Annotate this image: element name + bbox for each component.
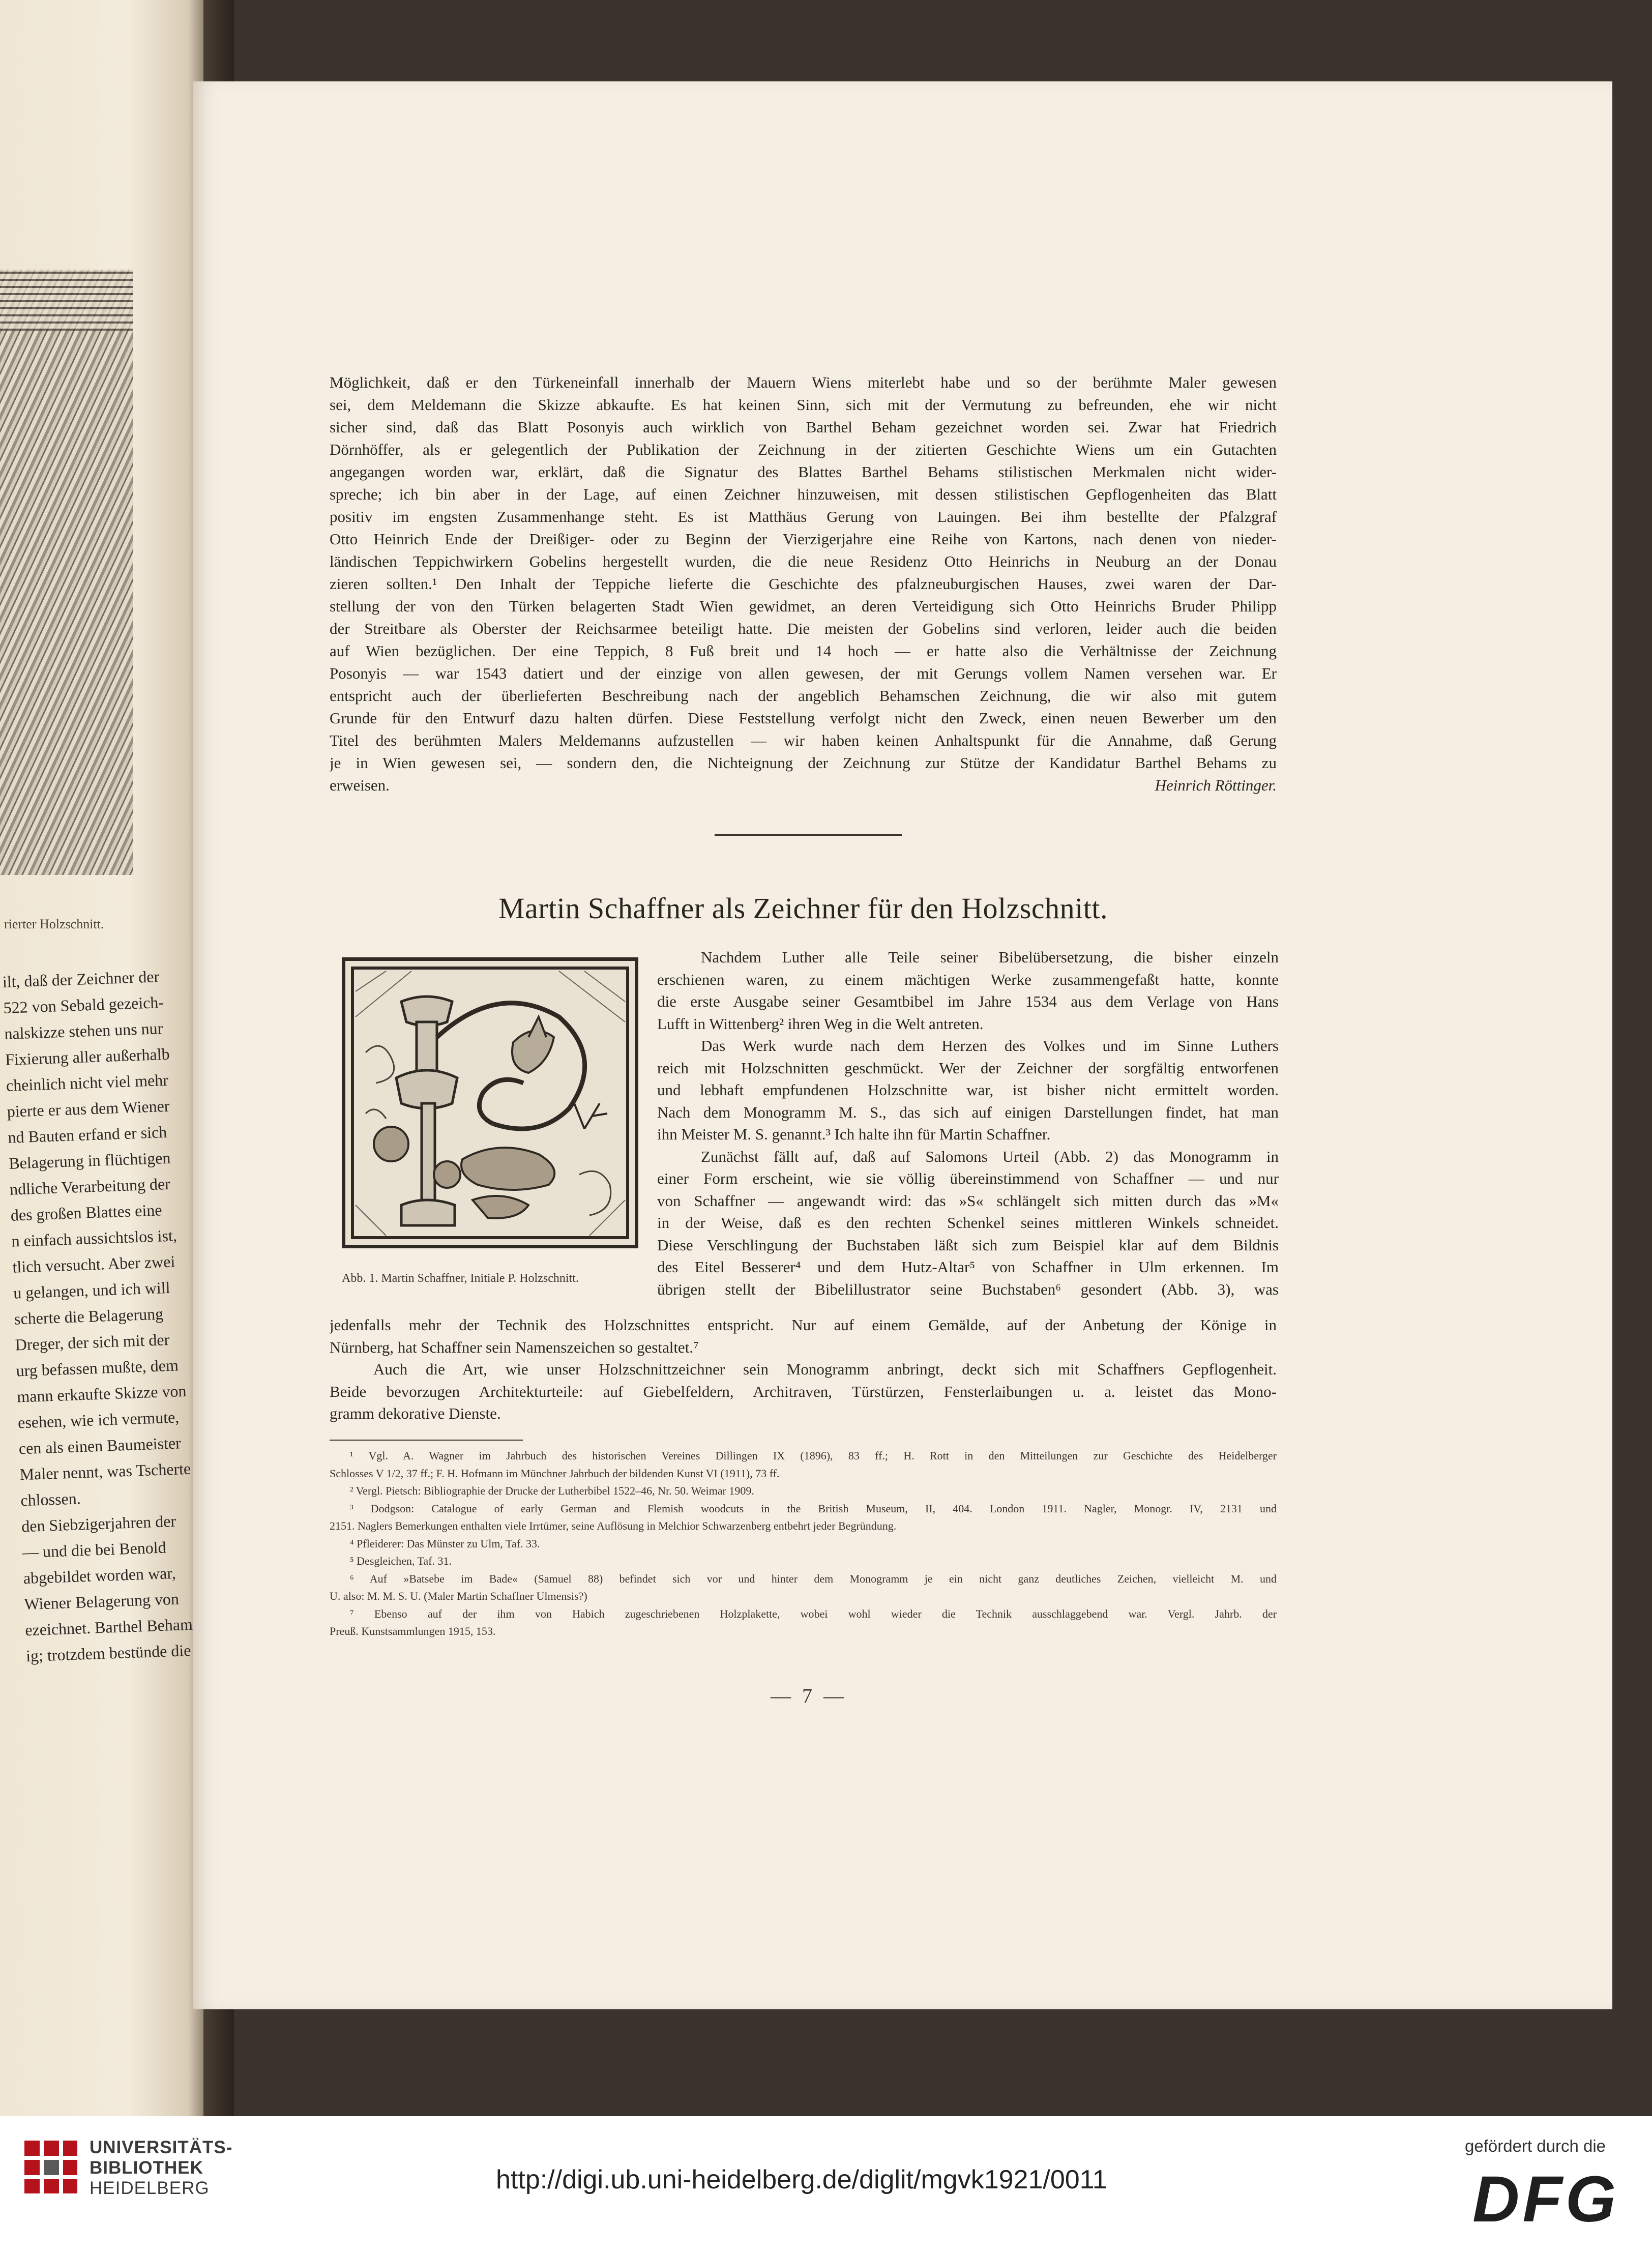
library-name-line: HEIDELBERG — [90, 2178, 210, 2198]
left-line: u gelangen, und ich will — [13, 1278, 171, 1302]
text-line: Das Werk wurde nach dem Herzen des Volkes und im Sinne Luthers — [701, 1037, 1279, 1055]
text-line: sei, dem Meldemann die Skizze abkaufte. Es hat keinen Sinn, sich mit der Vermutung zu befreunden, ehe wir nicht — [330, 396, 1277, 414]
author-signature: Heinrich Röttinger. — [1155, 776, 1277, 794]
section-divider — [715, 834, 902, 836]
text-line: je in Wien gewesen sei, — sondern den, die Nichteignung der Zeichnung zur Stütze der Kandidatur Barthel Behams zu — [330, 754, 1277, 772]
left-line: Wiener Belagerung von — [23, 1589, 180, 1614]
text-line: Grunde für den Entwurf dazu halten dürfen. Diese Feststellung verfolgt nicht den Zweck, einen neuen Bewerber um den — [330, 709, 1277, 727]
left-line: Fixierung aller außerhalb — [5, 1044, 170, 1069]
text-line: übrigen stellt der Bibelillustrator seine Buchstaben⁶ gesondert (Abb. 3), was — [657, 1280, 1279, 1298]
left-woodcut-illustration — [0, 270, 133, 875]
left-line: Dreger, der sich mit der — [15, 1330, 170, 1354]
article-title: Martin Schaffner als Zeichner für den Holzschnitt. — [498, 892, 1108, 925]
library-name-line: BIBLIOTHEK — [90, 2158, 203, 2178]
ub-heidelberg-logo-icon[interactable] — [20, 2136, 81, 2198]
footnote-line: 2151. Naglers Bemerkungen enthalten viele Irrtümer, seine Auflösung in Melchior Schwarzenberg entbehrt jeder Begründung. — [330, 1519, 897, 1532]
left-line: ezeichnet. Barthel Beham — [24, 1615, 193, 1640]
footnote-line: ⁶ Auf »Batsebe im Bade« (Samuel 88) befindet sich vor und hinter dem Monogramm je ein nicht ganz deutliches Zeichen, vielleicht M. und — [350, 1572, 1277, 1585]
left-woodcut-blackletter — [0, 270, 133, 331]
text-line: positiv im engsten Zusammenhange steht. Es ist Matthäus Gerung von Lauingen. Bei ihm bestellte der Pfalzgraf — [330, 508, 1277, 525]
text-line: jedenfalls mehr der Technik des Holzschnittes entspricht. Nur auf einem Gemälde, auf der Anbetung der Könige in — [330, 1316, 1277, 1334]
text-line: Diese Verschlingung der Buchstaben läßt sich zum Beispiel klar auf dem Bildnis — [657, 1236, 1279, 1254]
text-line: auf Wien bezüglichen. Der eine Teppich, 8 Fuß breit und 14 hoch — er hatte also die Verhältnisse der Zeichnung — [330, 642, 1277, 660]
text-line: entspricht auch der überlieferten Beschreibung nach der angeblich Behamschen Zeichnung, die wir also mit gutem — [330, 687, 1277, 705]
text-line: Dörnhöffer, als er gelegentlich der Publikation der Zeichnung in der zitierten Geschichte Wiens um ein Gutachten — [330, 441, 1277, 458]
footnote-line: Schlosses V 1/2, 37 ff.; F. H. Hofmann im Münchner Jahrbuch der bildenden Kunst VI (1911), 73 ff. — [330, 1467, 780, 1480]
left-line: esehen, wie ich vermute, — [17, 1408, 180, 1432]
library-name-line: UNIVERSITÄTS- — [90, 2138, 233, 2157]
footnote-line: ⁵ Desgleichen, Taf. 31. — [350, 1555, 452, 1567]
left-line: des großen Blattes eine — [10, 1201, 163, 1224]
left-line: n einfach aussichtslos ist, — [11, 1226, 178, 1250]
left-page-text — [2, 961, 214, 1669]
article-side-column — [657, 946, 1279, 1300]
woodcut-initial-p — [342, 957, 638, 1248]
text-line: zieren sollten.¹ Den Inhalt der Teppiche lieferte die Geschichte des pfalzneuburgischen Hauses, zwei waren der Dar- — [330, 575, 1277, 593]
funded-by-label: gefördert durch die — [1465, 2136, 1606, 2155]
initial-p-drawing — [345, 961, 635, 1245]
left-page — [0, 0, 214, 2116]
text-line: erschienen waren, zu einem mächtigen Werke zusammengefaßt hatte, konnte — [657, 970, 1279, 988]
left-line: 522 von Sebald gezeich- — [3, 992, 164, 1017]
text-line: Otto Heinrich Ende der Dreißiger- oder zu Beginn der Vierzigerjahre eine Reihe von Kartons, nach denen von nieder- — [330, 530, 1277, 548]
figure-caption: Abb. 1. Martin Schaffner, Initiale P. Holzschnitt. — [342, 1272, 579, 1285]
text-line: angegangen worden war, erklärt, daß die Signatur des Blattes Barthel Behams stilistischen Merkmalen nicht wider- — [330, 463, 1277, 481]
page-number: — 7 — — [771, 1684, 847, 1707]
footnote-line: Preuß. Kunstsammlungen 1915, 153. — [330, 1625, 496, 1637]
article-full-width-text — [330, 1314, 1277, 1425]
text-line: Möglichkeit, daß er den Türkeneinfall innerhalb der Mauern Wiens miterlebt habe und so der berühmte Maler gewesen — [330, 373, 1277, 391]
text-line: des Eitel Besserer⁴ und dem Hutz-Altar⁵ von Schaffner in Ulm erkennen. Im — [657, 1258, 1279, 1276]
left-line: cen als einen Baumeister — [18, 1433, 182, 1458]
left-line: pierte er aus dem Wiener — [7, 1096, 170, 1121]
left-line: nd Bauten erfand er sich — [7, 1122, 167, 1147]
last-line-text: erweisen. — [330, 776, 390, 794]
footnotes — [330, 1447, 1277, 1641]
left-line: Belagerung in flüchtigen — [8, 1148, 171, 1173]
article-ending-paragraph — [330, 371, 1277, 797]
library-name[interactable] — [90, 2138, 232, 2199]
left-line: den Siebzigerjahren der — [21, 1511, 176, 1536]
left-line: cheinlich nicht viel mehr — [6, 1070, 169, 1095]
text-line: Nach dem Monogramm M. S., das sich auf einigen Darstellungen findet, hat man — [657, 1103, 1279, 1121]
text-line: der Streitbare als Oberster der Reichsarmee beteiligt hatte. Die meisten der Gobelins sind verloren, leider auch die beiden — [330, 620, 1277, 637]
left-line: urg befassen mußte, dem — [15, 1356, 179, 1380]
left-line: chlossen. — [20, 1489, 81, 1510]
text-line: gramm dekorative Dienste. — [330, 1404, 501, 1422]
text-line: in der Weise, daß es den rechten Schenkel seines mittleren Winkels schneidet. — [657, 1214, 1279, 1232]
dfg-logo[interactable]: DFG — [1472, 2163, 1619, 2236]
footnote-line: ⁷ Ebenso auf der ihm von Habich zugeschriebenen Holzplakette, wobei wohl wieder die Technik ausschlaggebend war. Vergl. Jahrb. der — [350, 1607, 1277, 1620]
left-line: mann erkaufte Skizze von — [16, 1381, 187, 1406]
left-line: Maler nennt, was Tscherte — [19, 1459, 191, 1484]
text-line: ländischen Teppichwirkern Gobelins hergestellt wurden, die die neue Residenz Otto Heinrichs in Neuburg an der Donau — [330, 552, 1277, 570]
left-line: ilt, daß der Zeichner der — [2, 967, 160, 991]
text-line: Nachdem Luther alle Teile seiner Bibelübersetzung, die bisher einzeln — [701, 948, 1279, 966]
left-page-caption: rierter Holzschnitt. — [4, 917, 104, 931]
left-line: scherte die Belagerung — [14, 1304, 164, 1328]
text-line: ihn Meister M. S. genannt.³ Ich halte ihn für Martin Schaffner. — [657, 1125, 1051, 1143]
text-line: Auch die Art, wie unser Holzschnittzeichner sein Monogramm anbringt, deckt sich mit Schaffners Gepflogenheit. — [373, 1360, 1277, 1378]
text-line: von Schaffner — angewandt wird: das »S« schlängelt sich mitten durch das »M« — [657, 1191, 1279, 1210]
permalink-url[interactable]: http://digi.ub.uni-heidelberg.de/diglit/mgvk1921/0011 — [496, 2165, 1107, 2194]
library-footer — [0, 2116, 1652, 2254]
text-line: die erste Ausgabe seiner Gesamtbibel im Jahre 1534 aus dem Verlage von Hans — [657, 992, 1279, 1010]
left-line: abgebildet worden war, — [23, 1563, 176, 1588]
text-line: spreche; ich bin aber in der Lage, auf einen Zeichner hinzuweisen, mit dessen stilistischen Gepflogenheiten das Blatt — [330, 485, 1277, 503]
footnote-line: ² Vergl. Pietsch: Bibliographie der Drucke der Lutherbibel 1522–46, Nr. 50. Weimar 1909. — [350, 1484, 754, 1497]
left-line: ig; trotzdem bestünde die — [25, 1641, 191, 1665]
text-line: Lufft in Wittenberg² ihren Weg in die Welt antreten. — [657, 1014, 984, 1033]
text-line: Posonyis — war 1543 datiert und der einzige von allen gewesen, der mit Gerungs vollem Namen versehen war. Er — [330, 664, 1277, 682]
text-line: sicher sind, daß das Blatt Posonyis auch wirklich von Barthel Beham gezeichnet worden sei. Zwar hat Friedrich — [330, 418, 1277, 436]
text-line: Titel des berühmten Malers Meldemanns aufzustellen — wir haben keinen Anhaltspunkt für die Annahme, daß Gerung — [330, 731, 1277, 749]
text-line: stellung der von den Türken belagerten Stadt Wien gewidmet, an deren Verteidigung sich Otto Heinrichs Bruder Philipp — [330, 597, 1277, 615]
left-line: ndliche Verarbeitung der — [9, 1174, 171, 1198]
text-line: und lebhaft empfundenen Holzschnitte war, ist bisher nicht ermittelt worden. — [657, 1081, 1279, 1099]
text-line: Beide bevorzugen Architekturteile: auf Giebelfeldern, Architraven, Türstürzen, Fensterlaibungen u. a. leistet das Mono- — [330, 1382, 1277, 1400]
text-line: Zunächst fällt auf, daß auf Salomons Urteil (Abb. 2) das Monogramm in — [701, 1147, 1279, 1165]
left-line: — und die bei Benold — [22, 1538, 167, 1562]
left-line: nalskizze stehen uns nur — [4, 1019, 163, 1043]
text-line: einer Form erscheint, wie sie völlig übereinstimmend von Schaffner — und nur — [657, 1169, 1279, 1187]
text-line: Nürnberg, hat Schaffner sein Namenszeichen so gestaltet.⁷ — [330, 1338, 699, 1356]
footnote-line: ⁴ Pfleiderer: Das Münster zu Ulm, Taf. 33. — [350, 1537, 540, 1550]
footnote-line: U. also: M. M. S. U. (Maler Martin Schaffner Ulmensis?) — [330, 1590, 587, 1602]
text-line: reich mit Holzschnitten geschmückt. Wer der Zeichner der sorgfältig entworfenen — [657, 1059, 1279, 1077]
footnote-divider — [330, 1440, 523, 1441]
text-line-last — [330, 774, 1277, 797]
footnote-line: ¹ Vgl. A. Wagner im Jahrbuch des historischen Vereines Dillingen IX (1896), 83 ff.; H. Rott in den Mitteilungen zur Geschichte des Heidelberger — [350, 1449, 1277, 1462]
footnote-line: ³ Dodgson: Catalogue of early German and Flemish woodcuts in the British Museum, II, 404. London 1911. Nagler, Monogr. IV, 2131 und — [350, 1502, 1277, 1515]
left-line: tlich versucht. Aber zwei — [12, 1252, 175, 1276]
